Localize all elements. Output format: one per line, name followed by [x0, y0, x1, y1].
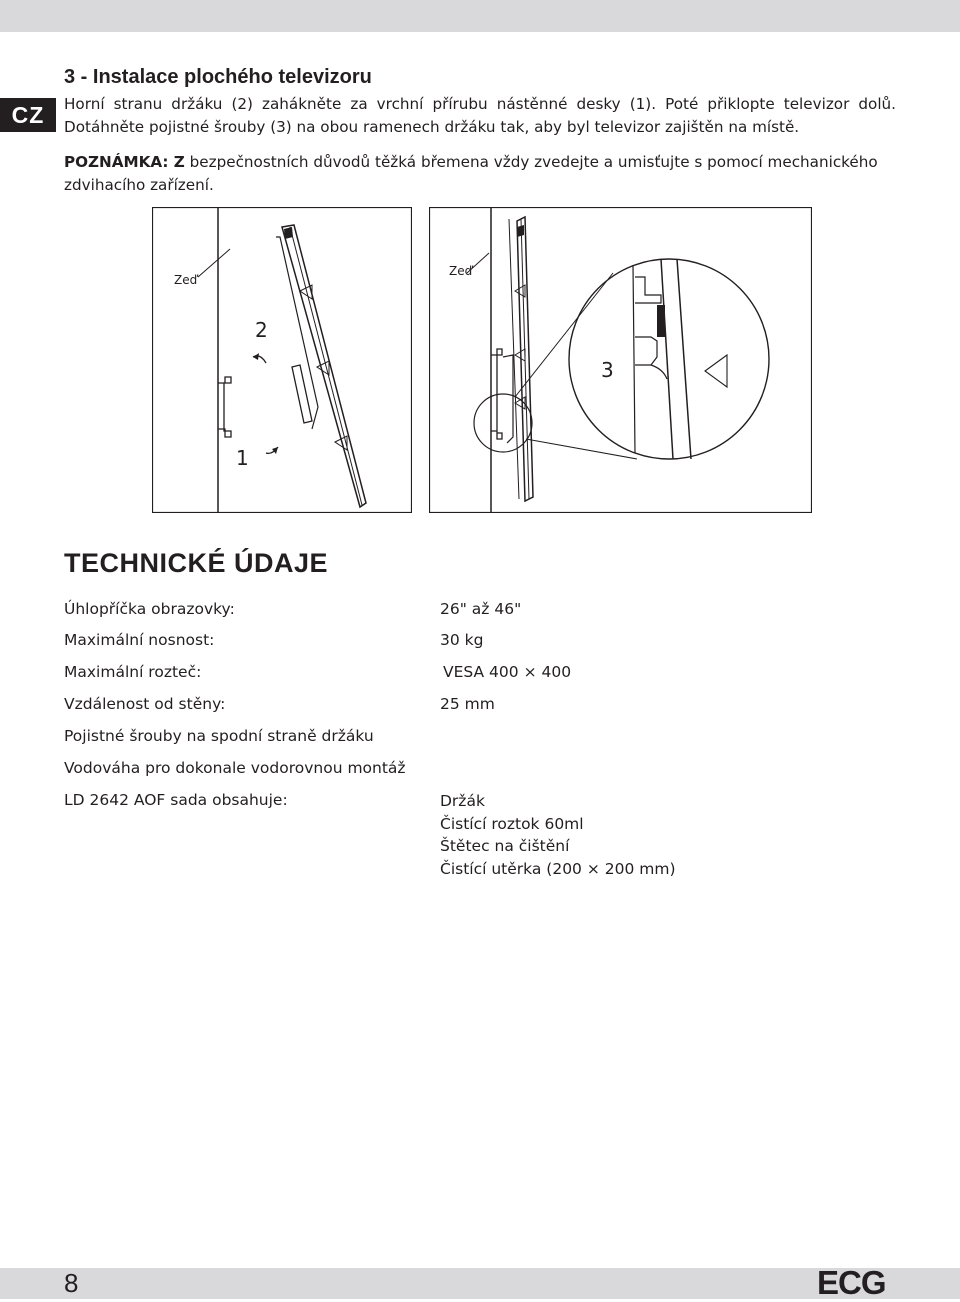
spec-label-kit-contents: LD 2642 AOF sada obsahuje: [64, 791, 288, 809]
tech-specs-title: TECHNICKÉ ÚDAJE [64, 548, 329, 578]
spec-label-max-load: Maximální nosnost: [64, 631, 215, 649]
spec-value-wall-distance: 25 mm [440, 695, 495, 713]
kit-contents-list [440, 790, 676, 880]
top-band [0, 0, 960, 32]
spec-value-vesa: VESA 400 × 400 [443, 663, 572, 681]
wall-label-left: Zeď [174, 273, 198, 287]
list-item: Čistící utěrka (200 × 200 mm) [440, 859, 676, 878]
spec-locking-screws: Pojistné šrouby na spodní straně držáku [64, 727, 374, 745]
spec-label-diagonal: Úhlopříčka obrazovky: [64, 600, 235, 618]
figure-hook-bracket [152, 207, 412, 513]
brand-logo: ECG [817, 1264, 886, 1301]
figure-locking-screw [429, 207, 812, 513]
spec-value-diagonal: 26" až 46" [440, 600, 522, 618]
spec-label-vesa: Maximální rozteč: [64, 663, 202, 681]
spec-value-max-load: 30 kg [440, 631, 484, 649]
list-item: Držák [440, 792, 485, 810]
instruction-paragraph: Horní stranu držáku (2) zahákněte za vrchní přírubu nástěnné desky (1). Poté přiklopte televizor dolů. Dotáhněte pojistné šrouby (3) na obou ramenech držáku tak, aby byl televizor zajištěn na místě. [64, 95, 896, 136]
note-text: bezpečnostních důvodů těžká břemena vždy zvedejte a umisťujte s pomocí mechanického zdvihacího zařízení. [64, 153, 878, 194]
list-item: Čistící roztok 60ml [440, 814, 584, 833]
bottom-band [0, 1268, 960, 1299]
section-title: 3 - Instalace plochého televizoru [64, 66, 372, 88]
safety-note [64, 151, 896, 197]
wall-label-right: Zeď [449, 264, 473, 278]
callout-screw-number: 3 [601, 358, 614, 382]
list-item: Štětec na čištění [440, 837, 570, 855]
spec-label-wall-distance: Vzdálenost od stěny: [64, 695, 226, 713]
spec-spirit-level: Vodováha pro dokonale vodorovnou montáž [64, 759, 406, 777]
callout-plate-number: 1 [236, 446, 249, 470]
page-number: 8 [64, 1268, 79, 1298]
callout-bracket-number: 2 [255, 318, 268, 342]
language-tab: CZ [0, 98, 56, 132]
note-label: POZNÁMKA: Z [64, 153, 185, 171]
